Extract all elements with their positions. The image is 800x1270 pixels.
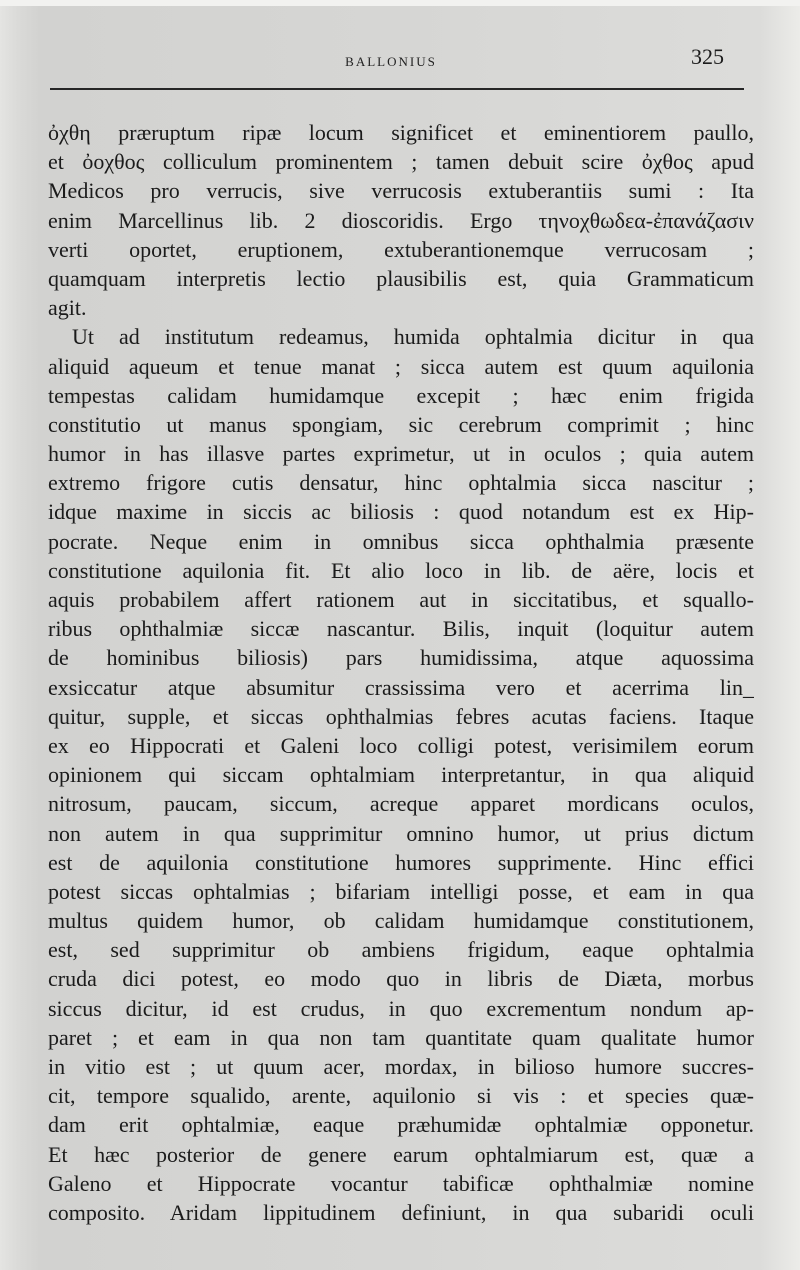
text-line: cruda dici potest, eo modo quo in libris de Diæta, morbus — [48, 966, 754, 992]
text-line: non autem in qua supprimitur omnino humor, ut prius dictum — [48, 820, 754, 846]
header-rule — [50, 88, 744, 90]
text-line: constitutio ut manus spongiam, sic cerebrum comprimit ; hinc — [48, 411, 754, 437]
text-line: in vitio est ; ut quum acer, mordax, in bilioso humore succres- — [48, 1054, 754, 1079]
text-line: aliquid aqueum et tenue manat ; sicca autem est quum aquilonia — [48, 353, 754, 379]
text-line: Medicos pro verrucis, sive verrucosis extuberantiis sumi : Ita — [48, 178, 754, 204]
text-line: constitutione aquilonia fit. Et alio loco in lib. de aëre, locis et — [48, 557, 754, 583]
text-line: enim Marcellinus lib. 2 dioscoridis. Ergo τηνοχθωδεα-ἐπανάζασιν — [48, 207, 754, 233]
text-line: composito. Aridam lippitudinem definiunt, in qua subaridi oculi — [48, 1199, 754, 1225]
paragraph-start-line: Ut ad institutum redeamus, humida ophtalmia dicitur in qua — [72, 324, 754, 350]
text-line: paret ; et eam in qua non tam quantitate quam qualitate humor — [48, 1024, 754, 1050]
text-line: siccus dicitur, id est crudus, in quo excrementum nondum ap- — [48, 995, 754, 1021]
page-number: 325 — [691, 44, 724, 69]
text-line: agit. — [48, 295, 87, 321]
text-line: idque maxime in siccis ac biliosis : quod notandum est ex Hip- — [48, 499, 754, 525]
running-title: BALLONIUS — [345, 54, 437, 69]
text-line: ex eo Hippocrati et Galeni loco colligi potest, verisimilem eorum — [48, 732, 754, 758]
text-line: verti oportet, eruptionem, extuberantionemque verrucosam ; — [48, 236, 754, 262]
text-line: quitur, supple, et siccas ophthalmias febres acutas faciens. Itaque — [48, 703, 754, 729]
text-line: Et hæc posterior de genere earum ophtalmiarum est, quæ a — [48, 1141, 754, 1167]
text-line: exsiccatur atque absumitur crassissima vero et acerrima lin_ — [48, 674, 754, 700]
body-text — [48, 118, 754, 1227]
text-line: tempestas calidam humidamque excepit ; hæc enim frigida — [48, 382, 754, 408]
text-line: potest siccas ophtalmias ; bifariam intelligi posse, et eam in qua — [48, 878, 754, 904]
text-line: Galeno et Hippocrate vocantur tabificæ ophthalmiæ nomine — [48, 1170, 754, 1196]
text-line: et ὀοχθος colliculum prominentem ; tamen debuit scire ὀχθος apud — [48, 149, 754, 175]
text-line: dam erit ophtalmiæ, eaque præhumidæ ophtalmiæ opponetur. — [48, 1112, 754, 1138]
text-line: nitrosum, paucam, siccum, acreque apparet mordicans oculos, — [48, 791, 754, 817]
running-head — [46, 44, 736, 76]
text-line: aquis probabilem affert rationem aut in siccitatibus, et squallo- — [48, 587, 754, 612]
text-line: humor in has illasve partes exprimetur, ut in oculos ; quia autem — [48, 441, 754, 467]
text-line: est, sed supprimitur ob ambiens frigidum, eaque ophtalmia — [48, 937, 754, 963]
text-line: quamquam interpretis lectio plausibilis est, quia Grammaticum — [48, 265, 754, 291]
text-line: ribus ophthalmiæ siccæ nascantur. Bilis, inquit (loquitur autem — [48, 616, 754, 642]
scan-edge — [0, 0, 800, 6]
text-line: est de aquilonia constitutione humores supprimente. Hinc effici — [48, 849, 754, 875]
text-line: ὀχθη præruptum ripæ locum significet et eminentiorem paullo, — [48, 120, 754, 145]
text-line: multus quidem humor, ob calidam humidamque constitutionem, — [48, 908, 754, 934]
text-line: pocrate. Neque enim in omnibus sicca ophthalmia præsente — [48, 528, 754, 554]
text-line: extremo frigore cutis densatur, hinc ophtalmia sicca nascitur ; — [48, 470, 754, 496]
text-line: de hominibus biliosis) pars humidissima, atque aquossima — [48, 645, 754, 671]
text-line: opinionem qui siccam ophtalmiam interpretantur, in qua aliquid — [48, 762, 754, 788]
text-line: cit, tempore squalido, arente, aquilonio si vis : et species quæ- — [48, 1083, 754, 1109]
